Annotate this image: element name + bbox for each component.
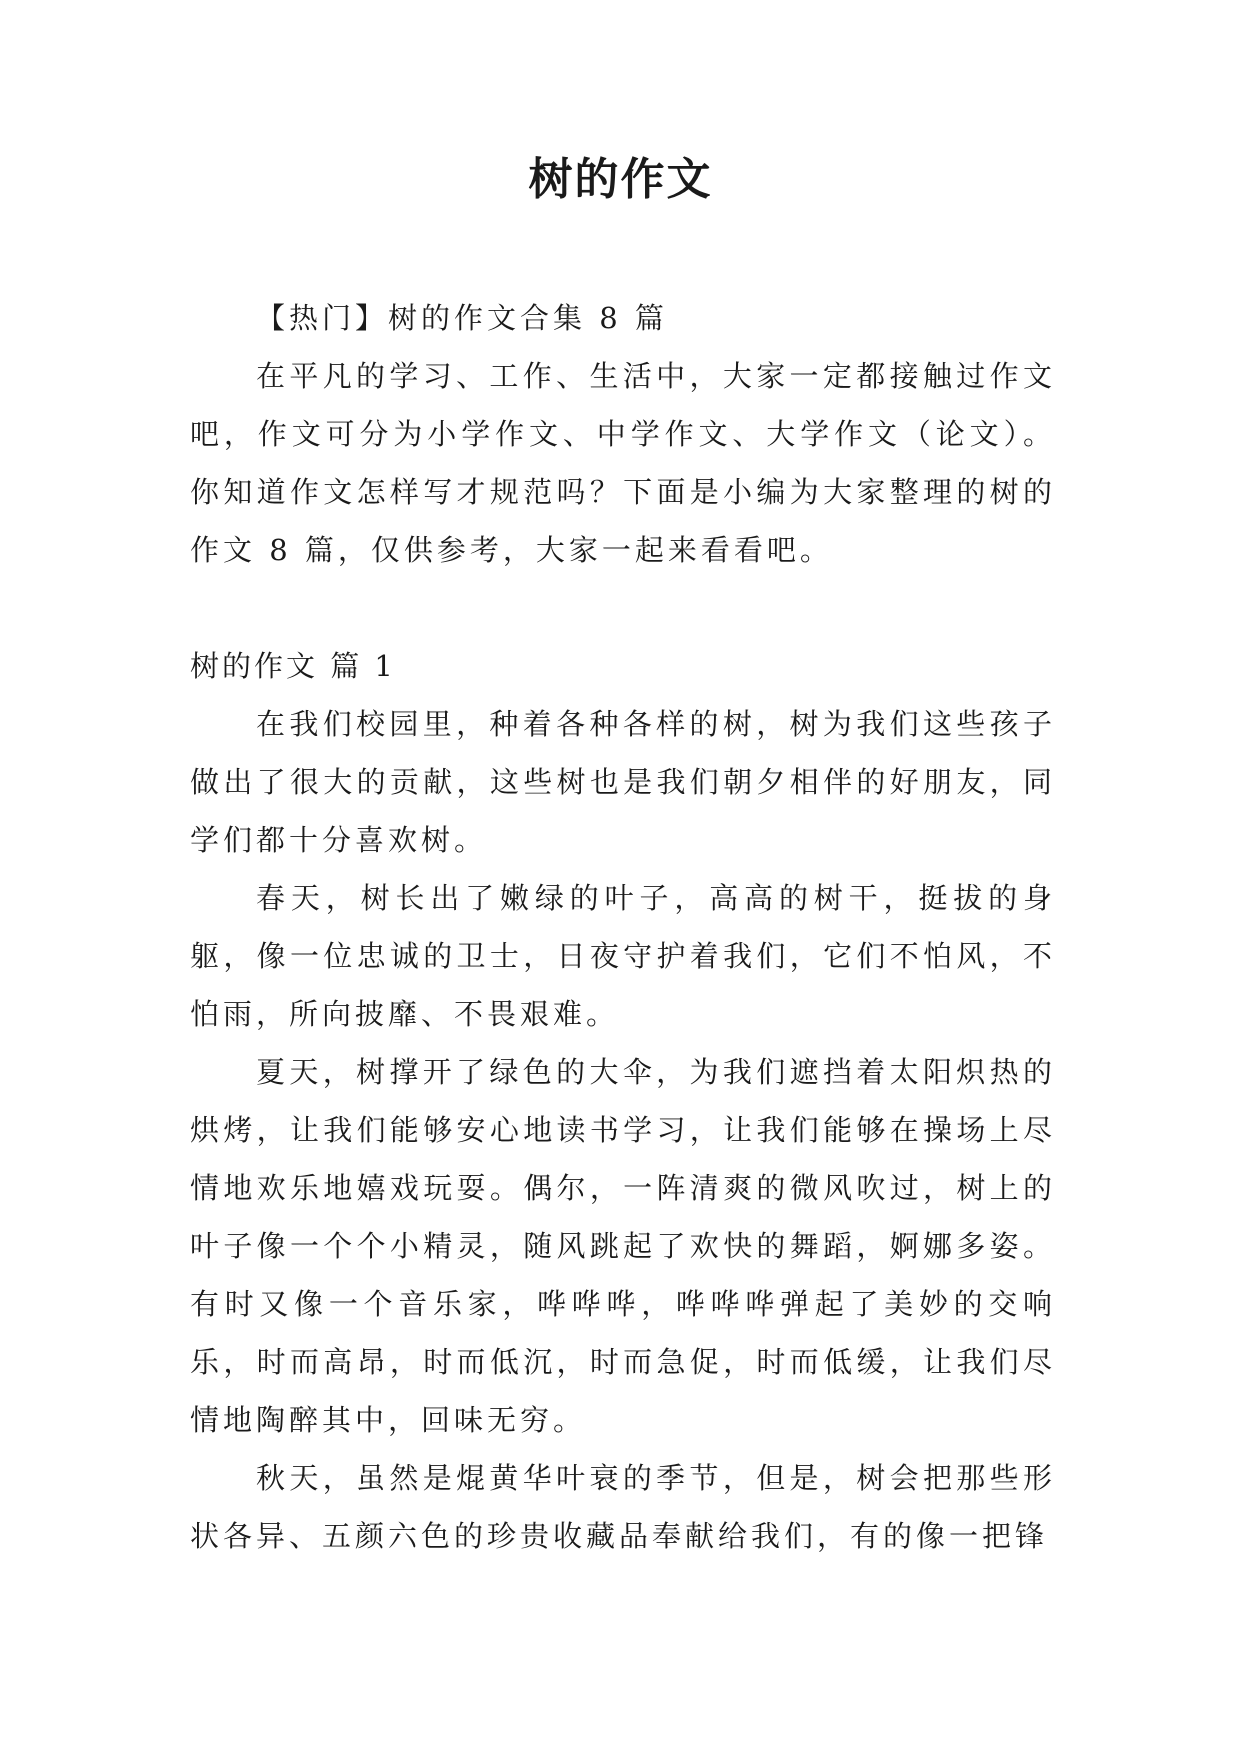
document-title: 树的作文 [528, 154, 713, 205]
intro-paragraph: 在平凡的学习、工作、生活中，大家一定都接触过作文吧，作文可分为小学作文、中学作文、大学作文（论文）。你知道作文怎样写才规范吗？下面是小编为大家整理的树的作文 8 篇，仅供参考，大家一起来看看吧。 [190, 359, 1056, 567]
section-heading: 树的作文 篇 1 [190, 649, 396, 683]
paragraph-3: 夏天，树撑开了绿色的大伞，为我们遮挡着太阳炽热的烘烤，让我们能够安心地读书学习，让我们能够在操场上尽情地欢乐地嬉戏玩耍。偶尔，一阵清爽的微风吹过，树上的叶子像一个个小精灵，随风跳起了欢快的舞蹈，婀娜多姿。有时又像一个音乐家，哗哗哗，哗哗哗弹起了美妙的交响乐，时而高昂，时而低沉，时而急促，时而低缓，让我们尽情地陶醉其中，回味无穷。 [190, 1055, 1056, 1437]
intro-heading: 【热门】树的作文合集 8 篇 [256, 301, 668, 335]
paragraph-2: 春天，树长出了嫩绿的叶子，高高的树干，挺拔的身躯，像一位忠诚的卫士，日夜守护着我们，它们不怕风，不怕雨，所向披靡、不畏艰难。 [190, 881, 1056, 1031]
paragraph-4: 秋天，虽然是焜黄华叶衰的季节，但是，树会把那些形状各异、五颜六色的珍贵收藏品奉献给我们，有的像一把锋 [190, 1461, 1056, 1553]
paragraph-1: 在我们校园里，种着各种各样的树，树为我们这些孩子做出了很大的贡献，这些树也是我们朝夕相伴的好朋友，同学们都十分喜欢树。 [190, 707, 1056, 857]
document-body [190, 289, 1056, 1565]
